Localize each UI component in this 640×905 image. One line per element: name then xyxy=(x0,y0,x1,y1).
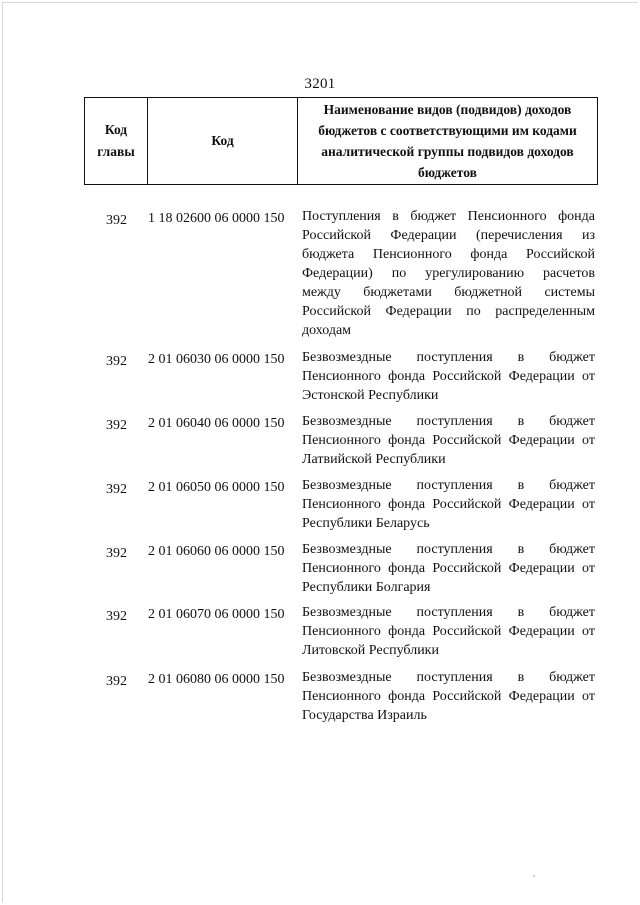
description-line: Литовской Республики xyxy=(302,643,439,658)
description-line: Пенсионного фонда Российской Федерации от xyxy=(302,689,595,704)
description-line: Российской Федерации по распределенным xyxy=(302,304,595,319)
description-line: Федерации) по урегулированию расчетов xyxy=(302,266,595,281)
scan-speck xyxy=(533,875,535,877)
description-line: Латвийской Республики xyxy=(302,452,446,467)
description-cell xyxy=(302,476,595,533)
description-line: бюджета Пенсионного фонда Российской xyxy=(302,247,595,262)
description-line: Безвозмездные поступления в бюджет xyxy=(302,542,595,557)
description-cell xyxy=(302,668,595,725)
budget-code-cell: 2 01 06070 06 0000 150 xyxy=(148,607,285,622)
header-description-line2: бюджетов с соответствующими им кодами xyxy=(318,123,577,138)
description-line: Пенсионного фонда Российской Федерации от xyxy=(302,624,595,639)
budget-code-cell: 1 18 02600 06 0000 150 xyxy=(148,211,285,226)
description-cell xyxy=(302,412,595,469)
description-line: Российской Федерации (перечисления из xyxy=(302,228,595,243)
description-line: Эстонской Республики xyxy=(302,388,439,403)
chapter-code-cell: 392 xyxy=(106,546,127,561)
description-line: Безвозмездные поступления в бюджет xyxy=(302,414,595,429)
description-line: Безвозмездные поступления в бюджет xyxy=(302,605,595,620)
chapter-code-cell: 392 xyxy=(106,609,127,624)
header-description-line4: бюджетов xyxy=(418,165,477,180)
description-line: Безвозмездные поступления в бюджет xyxy=(302,478,595,493)
header-chapter-code-line2: главы xyxy=(97,144,135,159)
header-chapter-code xyxy=(85,98,148,184)
budget-code-cell: 2 01 06040 06 0000 150 xyxy=(148,416,285,431)
description-line: Пенсионного фонда Российской Федерации от xyxy=(302,433,595,448)
header-description-line1: Наименование видов (подвидов) доходов xyxy=(323,102,572,117)
description-line: Поступления в бюджет Пенсионного фонда xyxy=(302,209,595,224)
chapter-code-cell: 392 xyxy=(106,674,127,689)
header-description xyxy=(298,98,597,184)
budget-code-cell: 2 01 06080 06 0000 150 xyxy=(148,672,285,687)
description-line: доходам xyxy=(302,323,352,338)
description-line: между бюджетами бюджетной системы xyxy=(302,285,595,300)
table-header xyxy=(84,97,598,185)
budget-code-cell: 2 01 06030 06 0000 150 xyxy=(148,352,285,367)
header-chapter-code-line1: Код xyxy=(104,122,128,137)
header-description-line3: аналитической группы подвидов доходов xyxy=(321,144,574,159)
description-cell xyxy=(302,603,595,660)
description-line: Республики Беларусь xyxy=(302,516,430,531)
page-edge-top xyxy=(2,2,638,3)
description-line: Безвозмездные поступления в бюджет xyxy=(302,350,595,365)
description-cell xyxy=(302,207,595,340)
description-line: Пенсионного фонда Российской Федерации от xyxy=(302,561,595,576)
description-line: Пенсионного фонда Российской Федерации от xyxy=(302,369,595,384)
description-cell xyxy=(302,540,595,597)
chapter-code-cell: 392 xyxy=(106,418,127,433)
budget-code-cell: 2 01 06050 06 0000 150 xyxy=(148,480,285,495)
description-cell xyxy=(302,348,595,405)
budget-code-cell: 2 01 06060 06 0000 150 xyxy=(148,544,285,559)
description-line: Безвозмездные поступления в бюджет xyxy=(302,670,595,685)
page-number: 3201 xyxy=(304,76,336,92)
header-code: Код xyxy=(148,98,298,184)
page-edge-left xyxy=(2,2,3,902)
chapter-code-cell: 392 xyxy=(106,482,127,497)
chapter-code-cell: 392 xyxy=(106,354,127,369)
description-line: Пенсионного фонда Российской Федерации от xyxy=(302,497,595,512)
description-line: Республики Болгария xyxy=(302,580,431,595)
description-line: Государства Израиль xyxy=(302,708,427,723)
chapter-code-cell: 392 xyxy=(106,213,127,228)
